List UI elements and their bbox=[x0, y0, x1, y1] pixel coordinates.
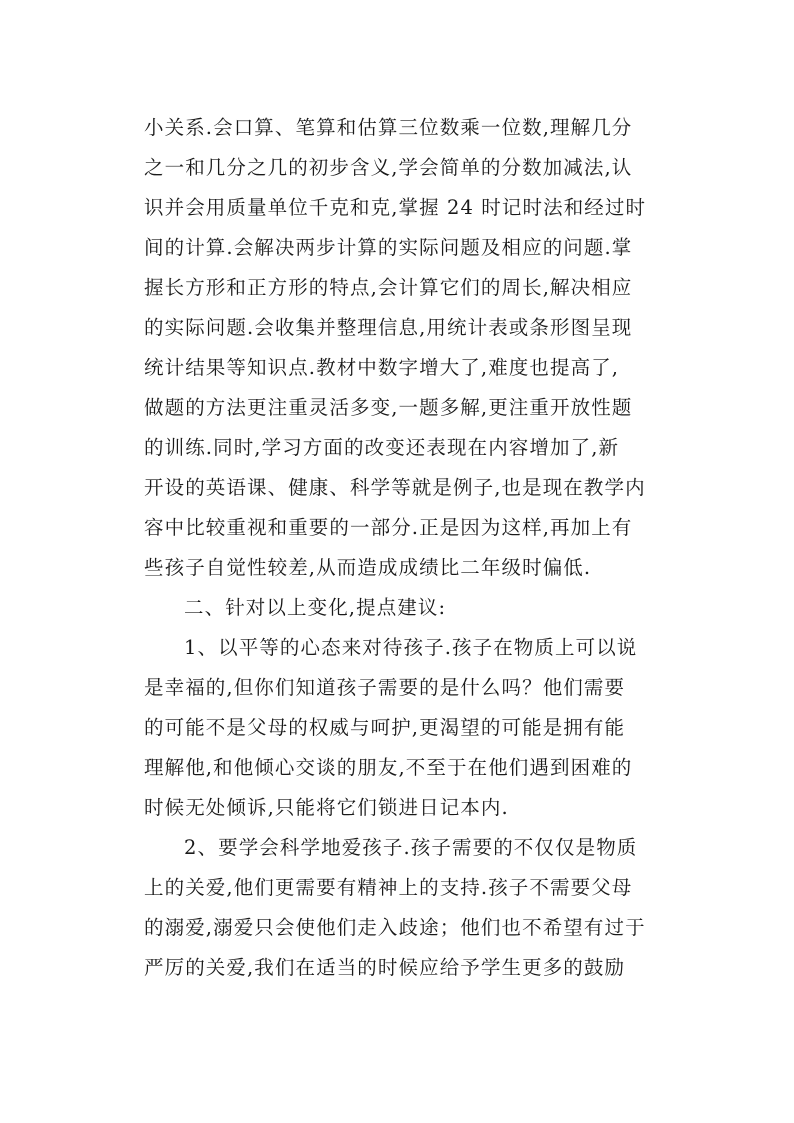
text-line-1: 小关系.会口算、笔算和估算三位数乘一位数,理解几分 bbox=[144, 116, 633, 139]
text-line-21: 的溺爱,溺爱只会使他们走入歧途；他们也不希望有过于 bbox=[144, 916, 646, 939]
text-line-7: 统计结果等知识点.教材中数字增大了,难度也提高了, bbox=[144, 356, 620, 379]
text-line-17: 理解他,和他倾心交谈的朋友,不至于在他们遇到困难的 bbox=[144, 756, 633, 779]
text-line-3: 识并会用质量单位千克和克,掌握 24 时记时法和经过时 bbox=[144, 196, 647, 219]
text-line-11: 容中比较重视和重要的一部分.正是因为这样,再加上有 bbox=[144, 516, 633, 539]
text-line-6: 的实际问题.会收集并整理信息,用统计表或条形图呈现 bbox=[144, 316, 633, 339]
section-heading: 二、针对以上变化,提点建议: bbox=[184, 596, 447, 619]
text-line-8: 做题的方法更注重灵活多变,一题多解,更注重开放性题 bbox=[144, 396, 633, 419]
text-line-15: 是幸福的,但你们知道孩子需要的是什么吗？他们需要 bbox=[144, 676, 626, 699]
text-line-16: 的可能不是父母的权威与呵护,更渴望的可能是拥有能 bbox=[144, 716, 626, 739]
text-line-22: 严厉的关爱,我们在适当的时候应给予学生更多的鼓励 bbox=[144, 956, 626, 979]
text-line-10: 开设的英语课、健康、科学等就是例子,也是现在教学内 bbox=[144, 476, 646, 499]
item-2-first-line: 2、要学会科学地爱孩子.孩子需要的不仅仅是物质 bbox=[184, 836, 638, 859]
item-1-first-line: 1、以平等的心态来对待孩子.孩子在物质上可以说 bbox=[184, 636, 638, 659]
text-line-5: 握长方形和正方形的特点,会计算它们的周长,解决相应 bbox=[144, 276, 633, 299]
document-body bbox=[144, 108, 664, 988]
text-line-9: 的训练.同时,学习方面的改变还表现在内容增加了,新 bbox=[144, 436, 620, 459]
text-line-2: 之一和几分之几的初步含义,学会简单的分数加减法,认 bbox=[144, 156, 633, 179]
text-line-18: 时候无处倾诉,只能将它们锁进日记本内. bbox=[144, 796, 509, 819]
text-line-12: 些孩子自觉性较差,从而造成成绩比二年级时偏低. bbox=[144, 556, 592, 579]
text-line-20: 上的关爱,他们更需要有精神上的支持.孩子不需要父母 bbox=[144, 876, 633, 899]
text-line-4: 间的计算.会解决两步计算的实际问题及相应的问题.掌 bbox=[144, 236, 633, 259]
